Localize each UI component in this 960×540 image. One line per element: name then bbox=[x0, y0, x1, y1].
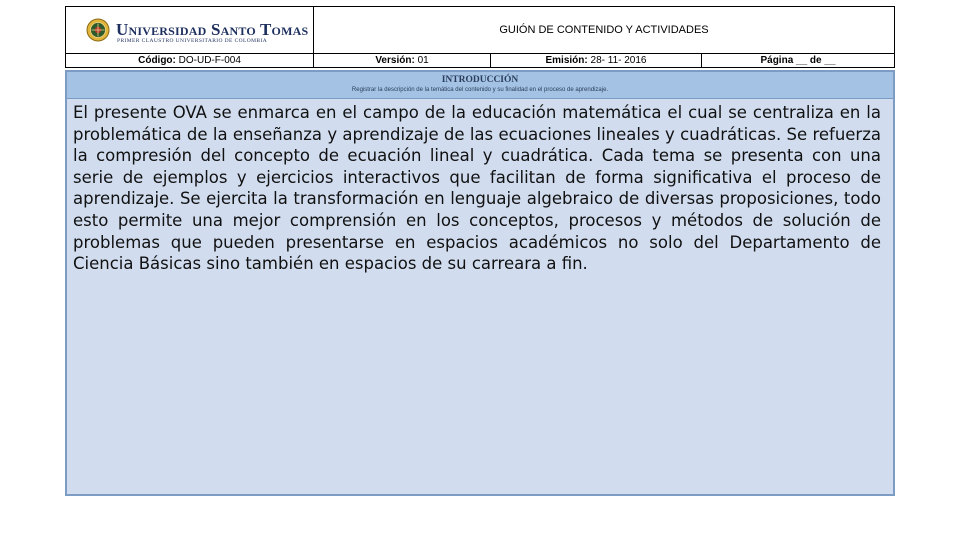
introduction-text[interactable]: El presente OVA se enmarca en el campo de la educación matemática el cual se centraliza en la problemática de la enseñanza y aprendizaje de las ecuaciones lineales y cuadráticas. Se refuerza la compresión del concepto de ecuación lineal y cuadrática. Cada tema se presenta con una serie de ejemplos y ejercicios interactivos que facilitan de forma significativa el proceso de aprendizaje. Se ejercita la transformación en lenguaje algebraico de diversas proposiciones, todo esto permite una mejor comprensión en los conceptos, procesos y métodos de solución de problemas que pueden presentarse en espacios académicos no solo del Departamento de Ciencia Básicas sino también en espacios de su carreara a fin. bbox=[73, 103, 881, 274]
introduction-instruction: Registrar la descripción de la temática del contenido y su finalidad en el proceso de aprendizaje. bbox=[351, 87, 609, 93]
pagina-text: Página __ de __ bbox=[760, 55, 836, 66]
university-name: Universidad Santo Tomas bbox=[116, 20, 309, 39]
introduction-panel bbox=[65, 70, 895, 496]
version-cell bbox=[314, 54, 491, 68]
codigo-label: Código: bbox=[138, 55, 176, 66]
document-title: GUIÓN DE CONTENIDO Y ACTIVIDADES bbox=[499, 24, 709, 36]
version-value: 01 bbox=[417, 55, 429, 66]
version-label: Versión: bbox=[375, 55, 415, 66]
emision-value: 28- 11- 2016 bbox=[590, 55, 647, 66]
introduction-header bbox=[67, 72, 893, 99]
document-header bbox=[65, 6, 895, 68]
codigo-cell bbox=[66, 54, 314, 68]
metadata-row bbox=[66, 53, 894, 68]
logo-cell bbox=[66, 7, 314, 53]
university-tagline: PRIMER CLAUSTRO UNIVERSITARIO DE COLOMBIA bbox=[117, 38, 268, 44]
introduction-title: INTRODUCCIÓN bbox=[441, 75, 519, 85]
emision-cell bbox=[491, 54, 702, 68]
codigo-value: DO-UD-F-004 bbox=[178, 55, 241, 66]
pagina-cell bbox=[702, 54, 894, 68]
emision-label: Emisión: bbox=[545, 55, 588, 66]
university-seal-icon bbox=[86, 18, 110, 42]
